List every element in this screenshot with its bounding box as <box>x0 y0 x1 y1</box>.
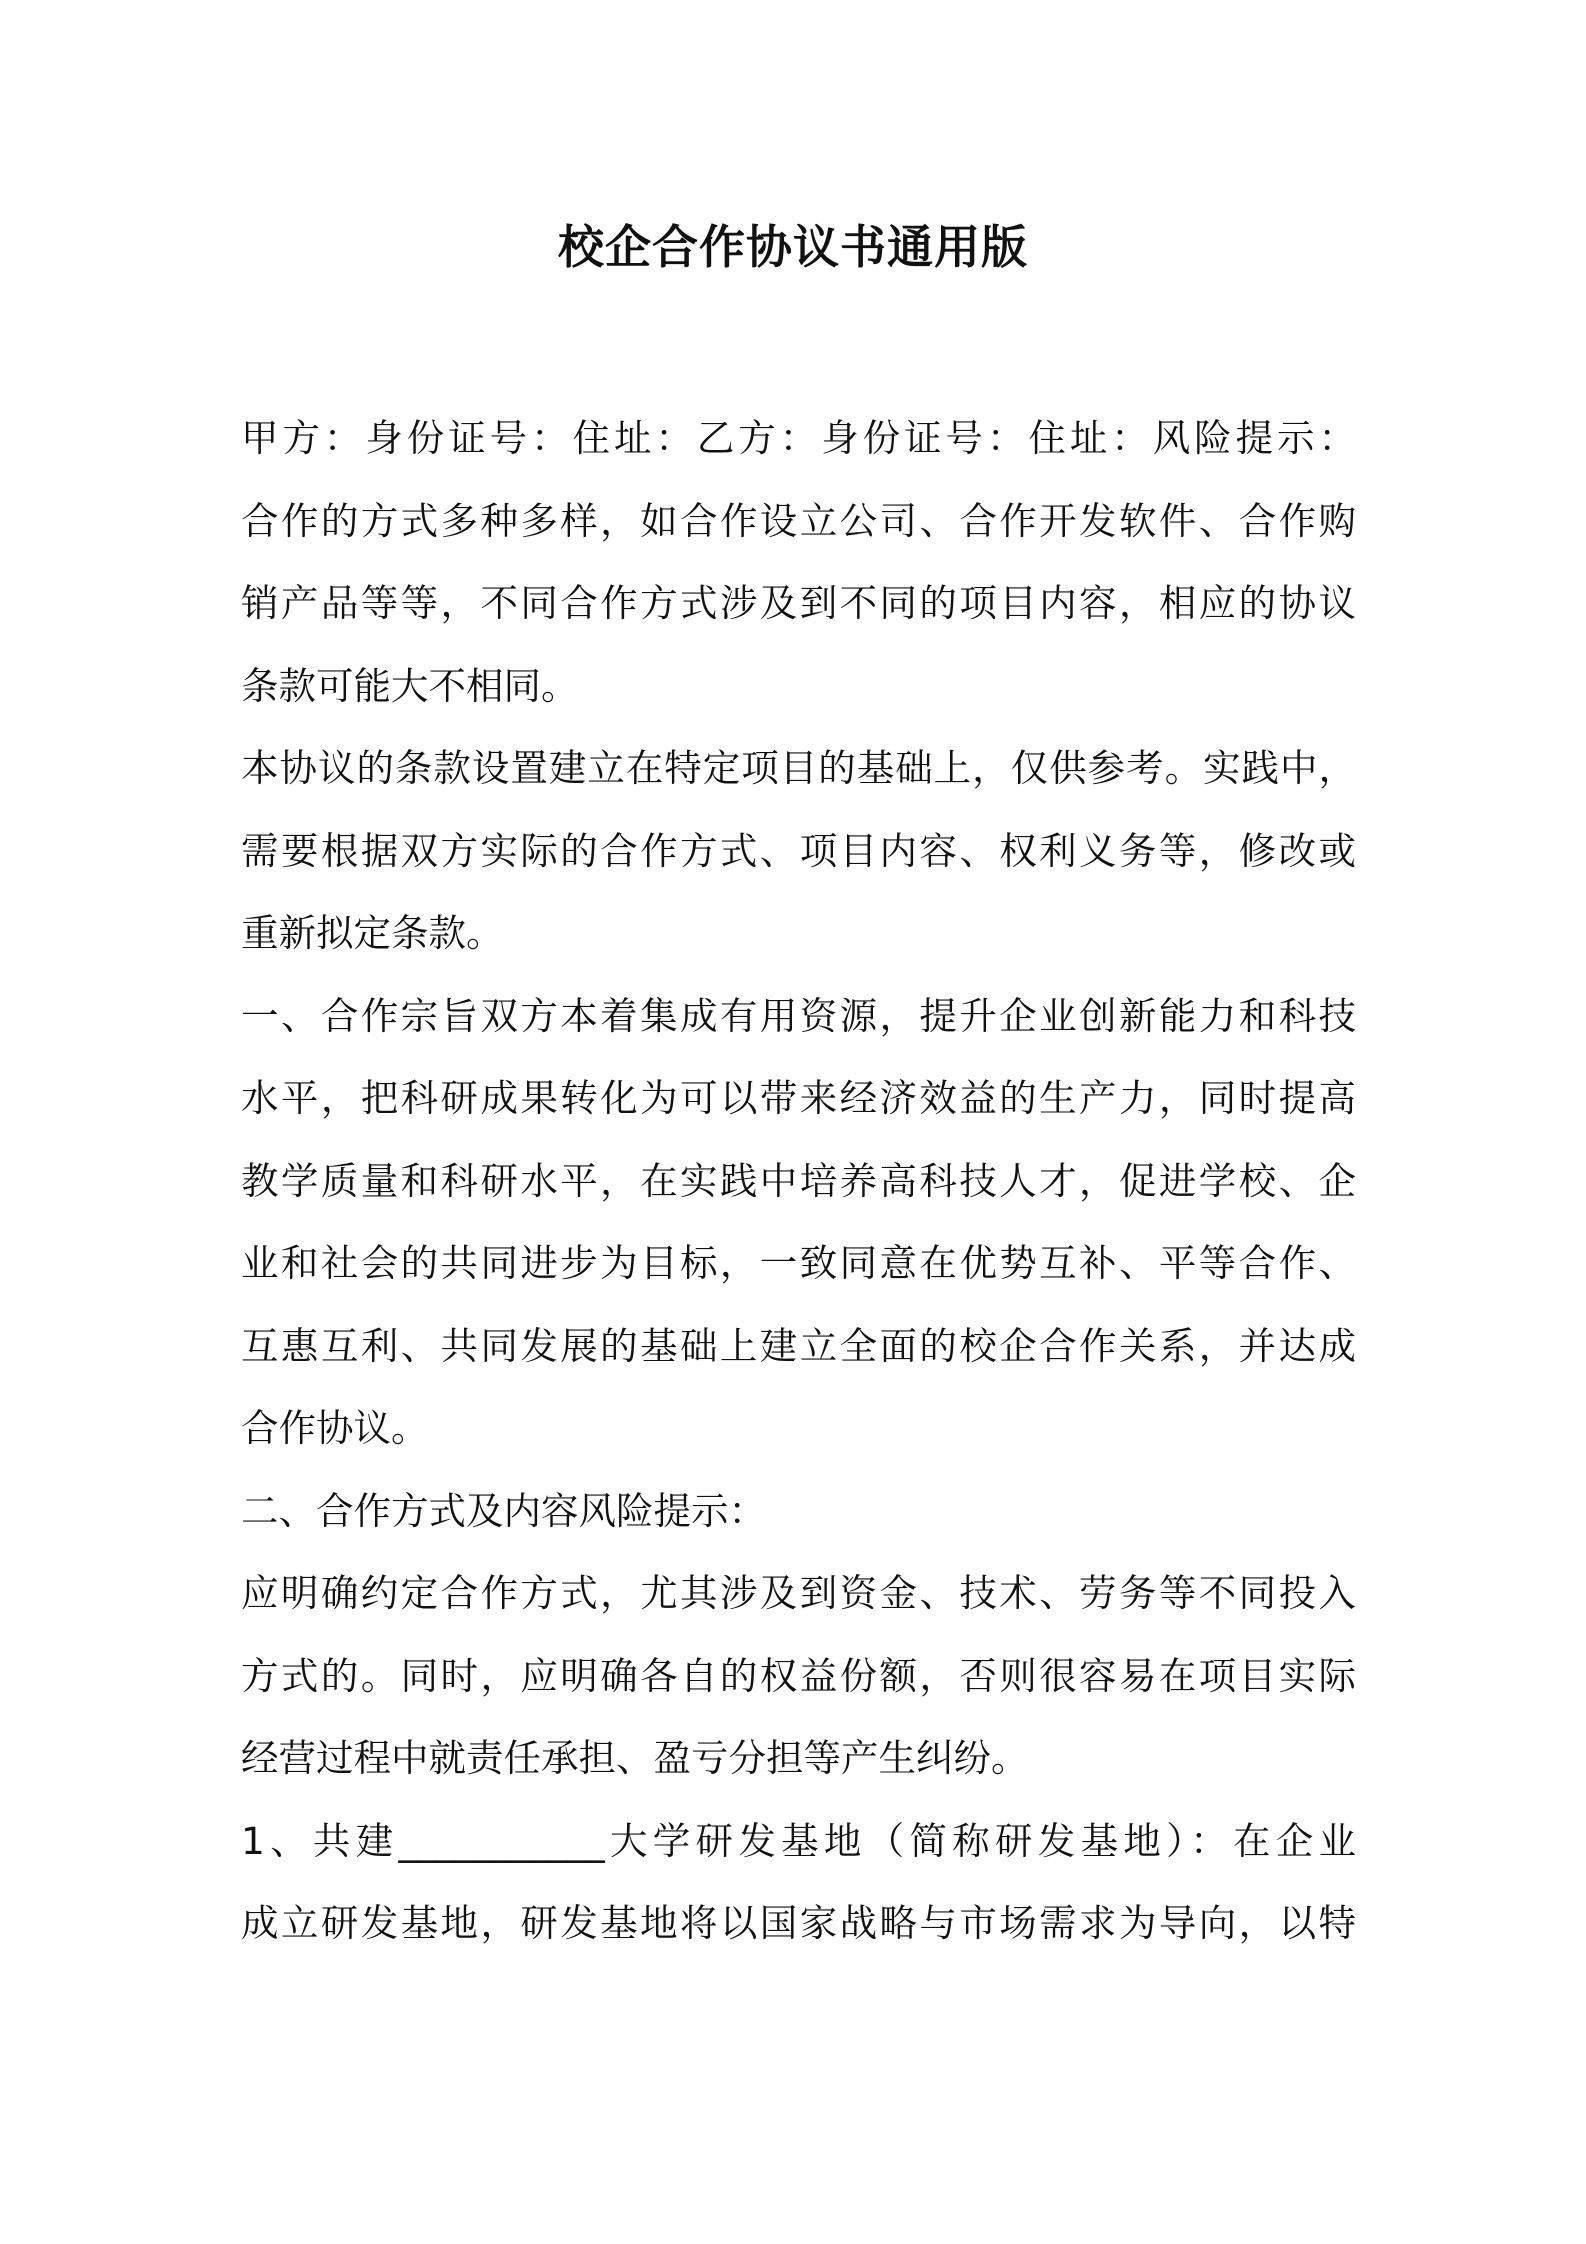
paragraph-line: 合作的方式多种多样，如合作设立公司、合作开发软件、合作购 <box>241 498 1356 543</box>
document-title: 校企合作协议书通用版 <box>558 220 1028 274</box>
section-heading-line: 二、合作方式及内容风险提示： <box>241 1488 766 1533</box>
paragraph-line: 合作协议。 <box>241 1406 429 1450</box>
list-item-line: 1、共建___________大学研发基地（简称研发基地）：在企业 <box>241 1818 1356 1863</box>
paragraph-line: 销产品等等，不同合作方式涉及到不同的项目内容，相应的协议 <box>241 581 1356 625</box>
paragraph-line: 应明确约定合作方式，尤其涉及到资金、技术、劳务等不同投入 <box>241 1571 1356 1615</box>
paragraph-line: 需要根据双方实际的合作方式、项目内容、权利义务等，修改或 <box>241 828 1356 873</box>
document-body <box>241 397 1356 1965</box>
paragraph-line: 经营过程中就责任承担、盈亏分担等产生纠纷。 <box>241 1736 1029 1780</box>
paragraph-line: 教学质量和科研水平，在实践中培养高科技人才，促进学校、企 <box>241 1158 1356 1203</box>
paragraph-line: 条款可能大不相同。 <box>241 663 579 708</box>
paragraph-line: 水平，把科研成果转化为可以带来经济效益的生产力，同时提高 <box>241 1076 1356 1120</box>
paragraph-line: 本协议的条款设置建立在特定项目的基础上，仅供参考。实践中， <box>241 746 1356 790</box>
paragraph-line: 方式的。同时，应明确各自的权益份额，否则很容易在项目实际 <box>241 1653 1356 1698</box>
section-heading-line: 一、合作宗旨双方本着集成有用资源，提升企业创新能力和科技 <box>241 993 1356 1038</box>
paragraph-line: 成立研发基地，研发基地将以国家战略与市场需求为导向，以特 <box>241 1901 1356 1945</box>
paragraph-line: 业和社会的共同进步为目标，一致同意在优势互补、平等合作、 <box>241 1241 1356 1285</box>
party-info-line: 甲方：身份证号：住址：乙方：身份证号：住址：风险提示： <box>241 416 1356 460</box>
paragraph-line: 互惠互利、共同发展的基础上建立全面的校企合作关系，并达成 <box>241 1323 1356 1368</box>
paragraph-line: 重新拟定条款。 <box>241 911 504 955</box>
